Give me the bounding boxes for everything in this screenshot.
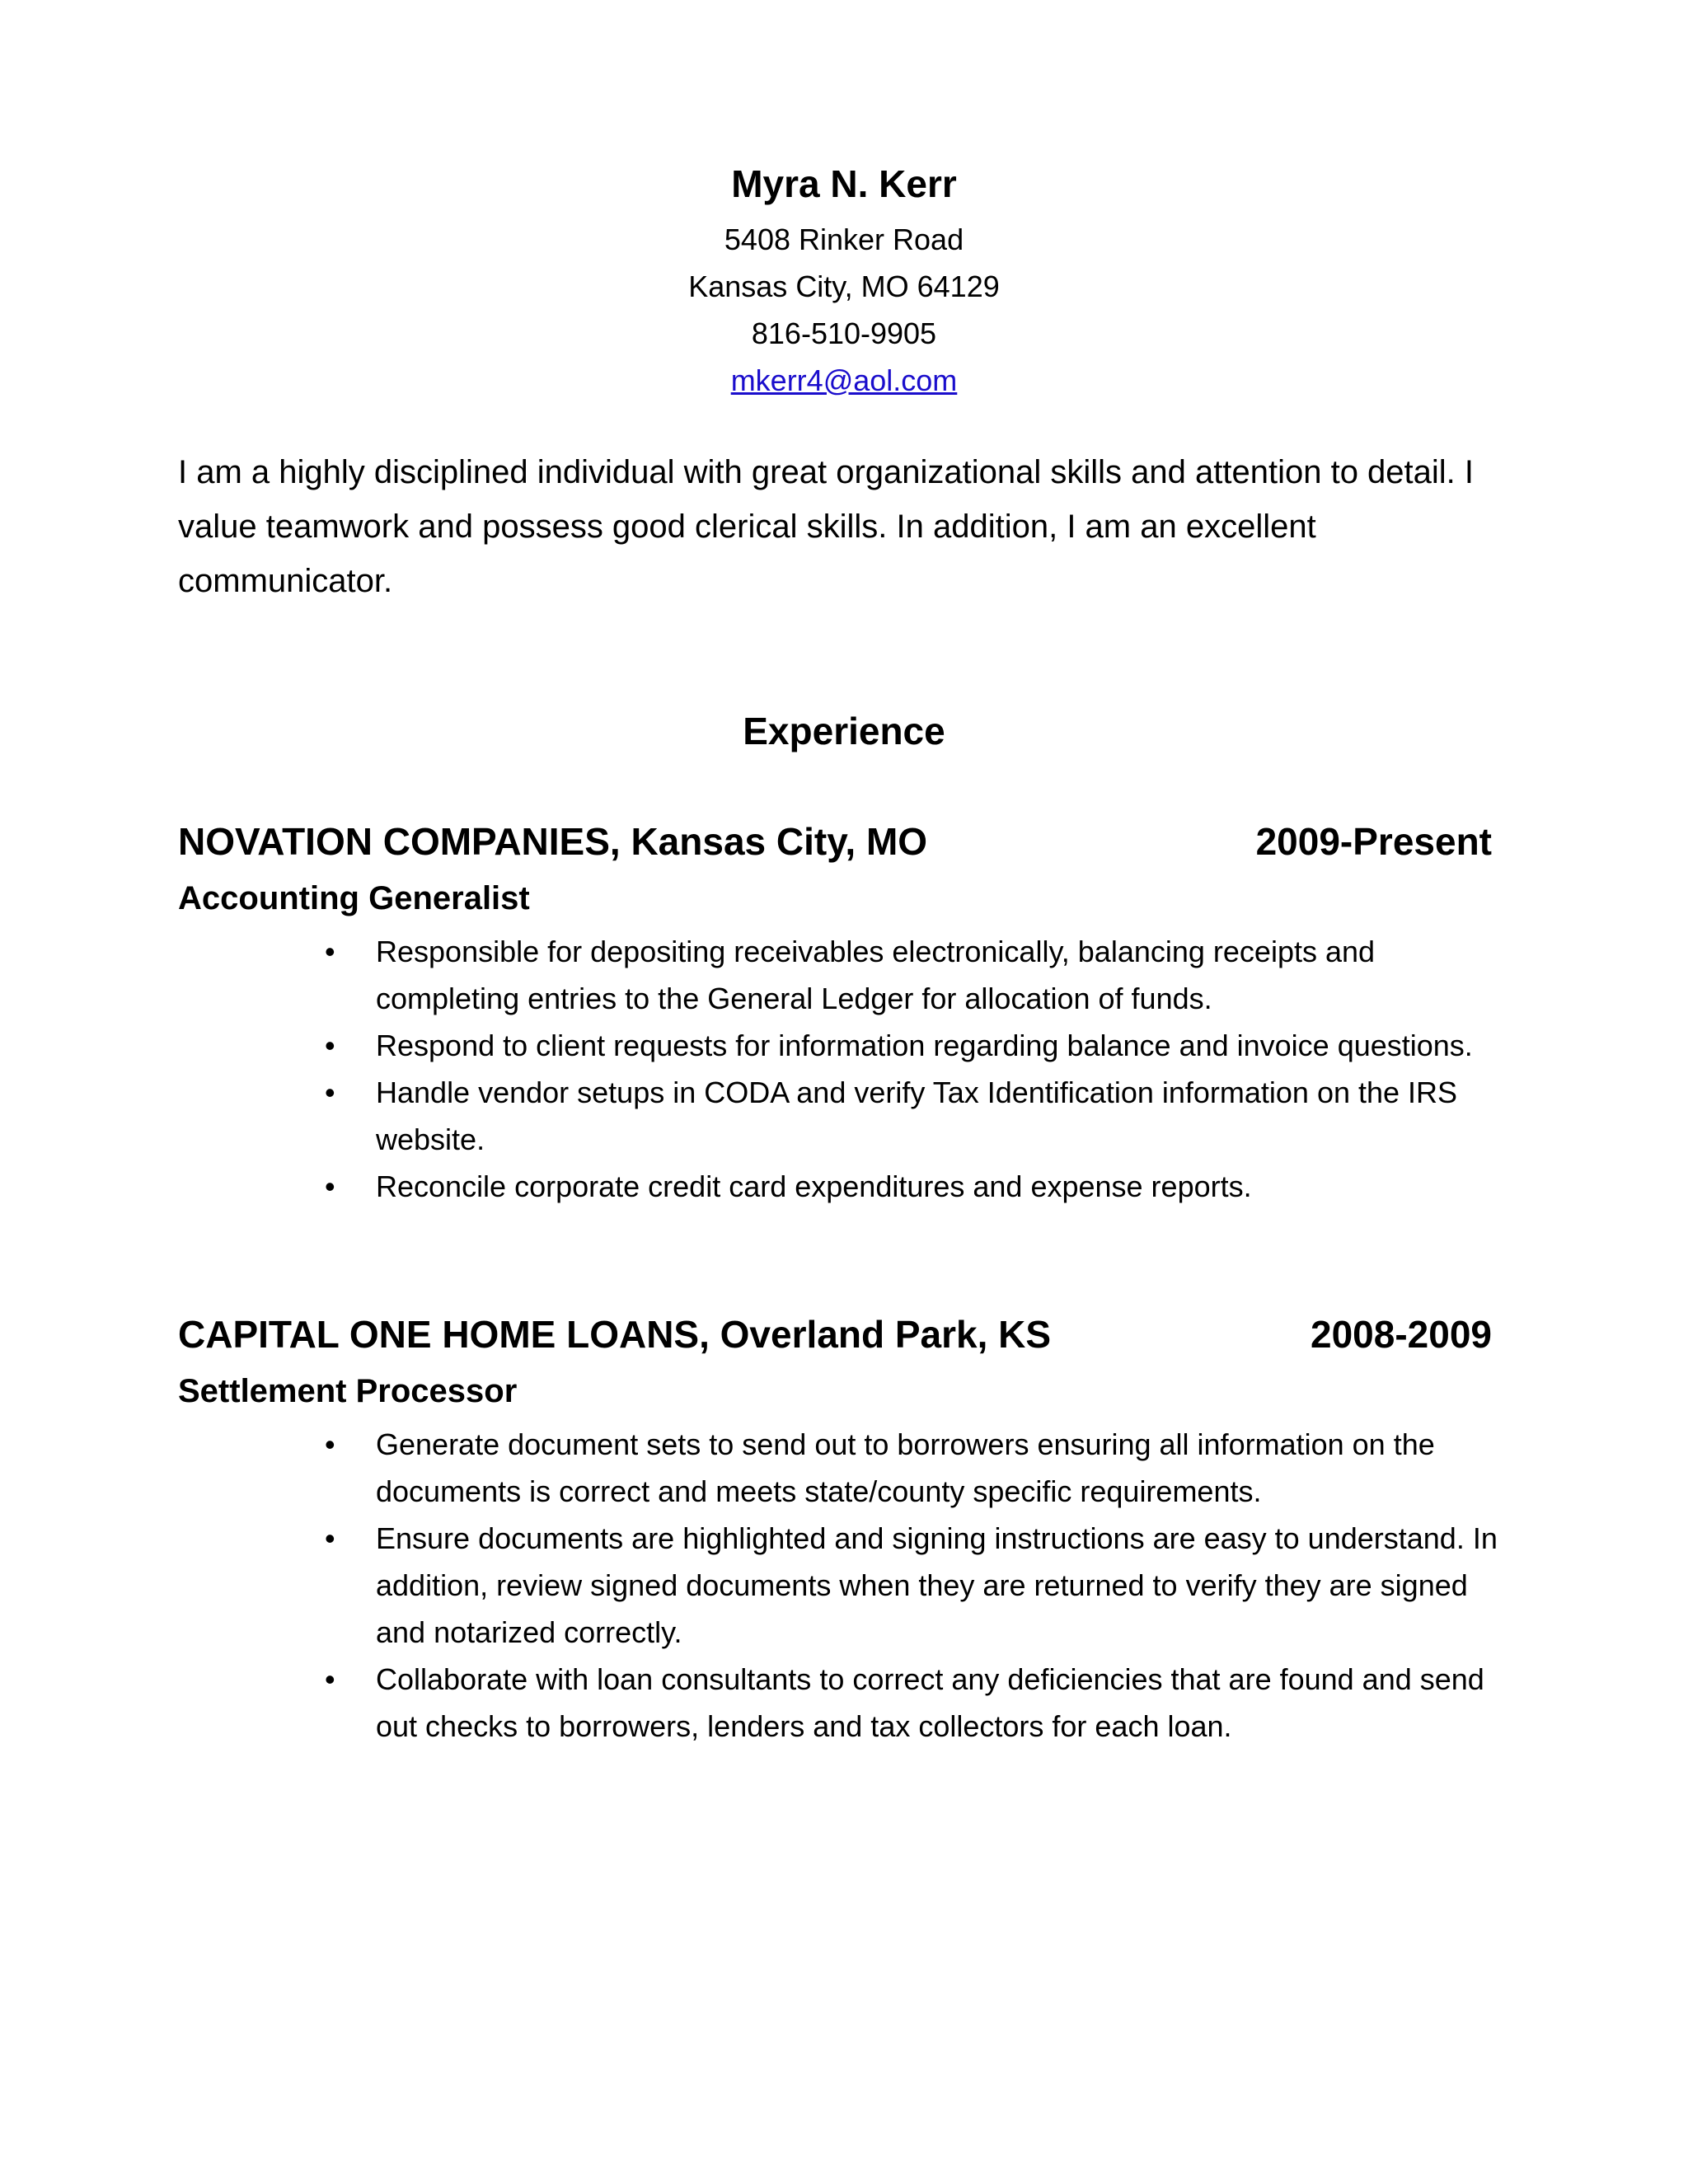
job-dates: 2008-2009 xyxy=(1311,1313,1492,1356)
bullet-icon: • xyxy=(325,1076,335,1109)
job-duties-list xyxy=(178,928,1492,1210)
bullet-icon: • xyxy=(325,1662,335,1696)
job-title: Accounting Generalist xyxy=(178,880,530,916)
email-link[interactable]: mkerr4@aol.com xyxy=(730,363,958,397)
job-company: CAPITAL ONE HOME LOANS, Overland Park, KS xyxy=(178,1313,1052,1356)
job-title: Settlement Processor xyxy=(178,1373,518,1409)
job-dates: 2009-Present xyxy=(1255,820,1492,863)
list-item xyxy=(178,1421,1522,1515)
duty-text: Responsible for depositing receivables electronically, balancing receipts and completing entries to the General Ledger for allocation of funds. xyxy=(376,935,1376,1015)
bullet-icon: • xyxy=(325,1521,335,1555)
address-line-1: 5408 Rinker Road xyxy=(724,223,964,256)
job-company: NOVATION COMPANIES, Kansas City, MO xyxy=(178,820,928,863)
bullet-icon: • xyxy=(325,1029,335,1062)
job-entry xyxy=(178,1307,1498,1750)
contact-header xyxy=(0,157,1688,404)
list-item xyxy=(178,1515,1522,1656)
duty-text: Reconcile corporate credit card expenditures and expense reports. xyxy=(376,1169,1252,1203)
section-title-experience: Experience xyxy=(743,710,945,752)
duty-text: Respond to client requests for information regarding balance and invoice questions. xyxy=(376,1029,1473,1062)
job-duties-list xyxy=(178,1421,1498,1750)
list-item xyxy=(178,1069,1522,1163)
list-item xyxy=(178,928,1522,1022)
job-entry xyxy=(178,814,1492,1210)
address-line-2: Kansas City, MO 64129 xyxy=(688,269,1000,303)
bullet-icon: • xyxy=(325,1427,335,1461)
duty-text: Handle vendor setups in CODA and verify Tax Identification information on the IRS website. xyxy=(376,1076,1458,1156)
job-heading xyxy=(178,1307,1492,1361)
duty-text: Collaborate with loan consultants to correct any deficiencies that are found and send out checks to borrowers, lenders and tax collectors for each loan. xyxy=(376,1662,1484,1743)
summary-paragraph: I am a highly disciplined individual with great organizational skills and attention to detail. I value teamwork and possess good clerical skills. In addition, I am an excellent communicator. xyxy=(178,454,1475,599)
bullet-icon: • xyxy=(325,1169,335,1203)
duty-text: Generate document sets to send out to borrowers ensuring all information on the documents is correct and meets state/county specific requirements. xyxy=(376,1427,1435,1508)
job-heading xyxy=(178,814,1492,869)
applicant-name: Myra N. Kerr xyxy=(731,162,957,205)
bullet-icon: • xyxy=(325,935,335,968)
list-item xyxy=(178,1163,1522,1210)
duty-text: Ensure documents are highlighted and signing instructions are easy to understand. In addition, review signed documents when they are returned to verify they are signed and notarized correctly. xyxy=(376,1521,1498,1649)
email-line xyxy=(0,357,1688,404)
list-item xyxy=(178,1656,1522,1750)
phone-number: 816-510-9905 xyxy=(751,316,937,350)
list-item xyxy=(178,1022,1522,1069)
